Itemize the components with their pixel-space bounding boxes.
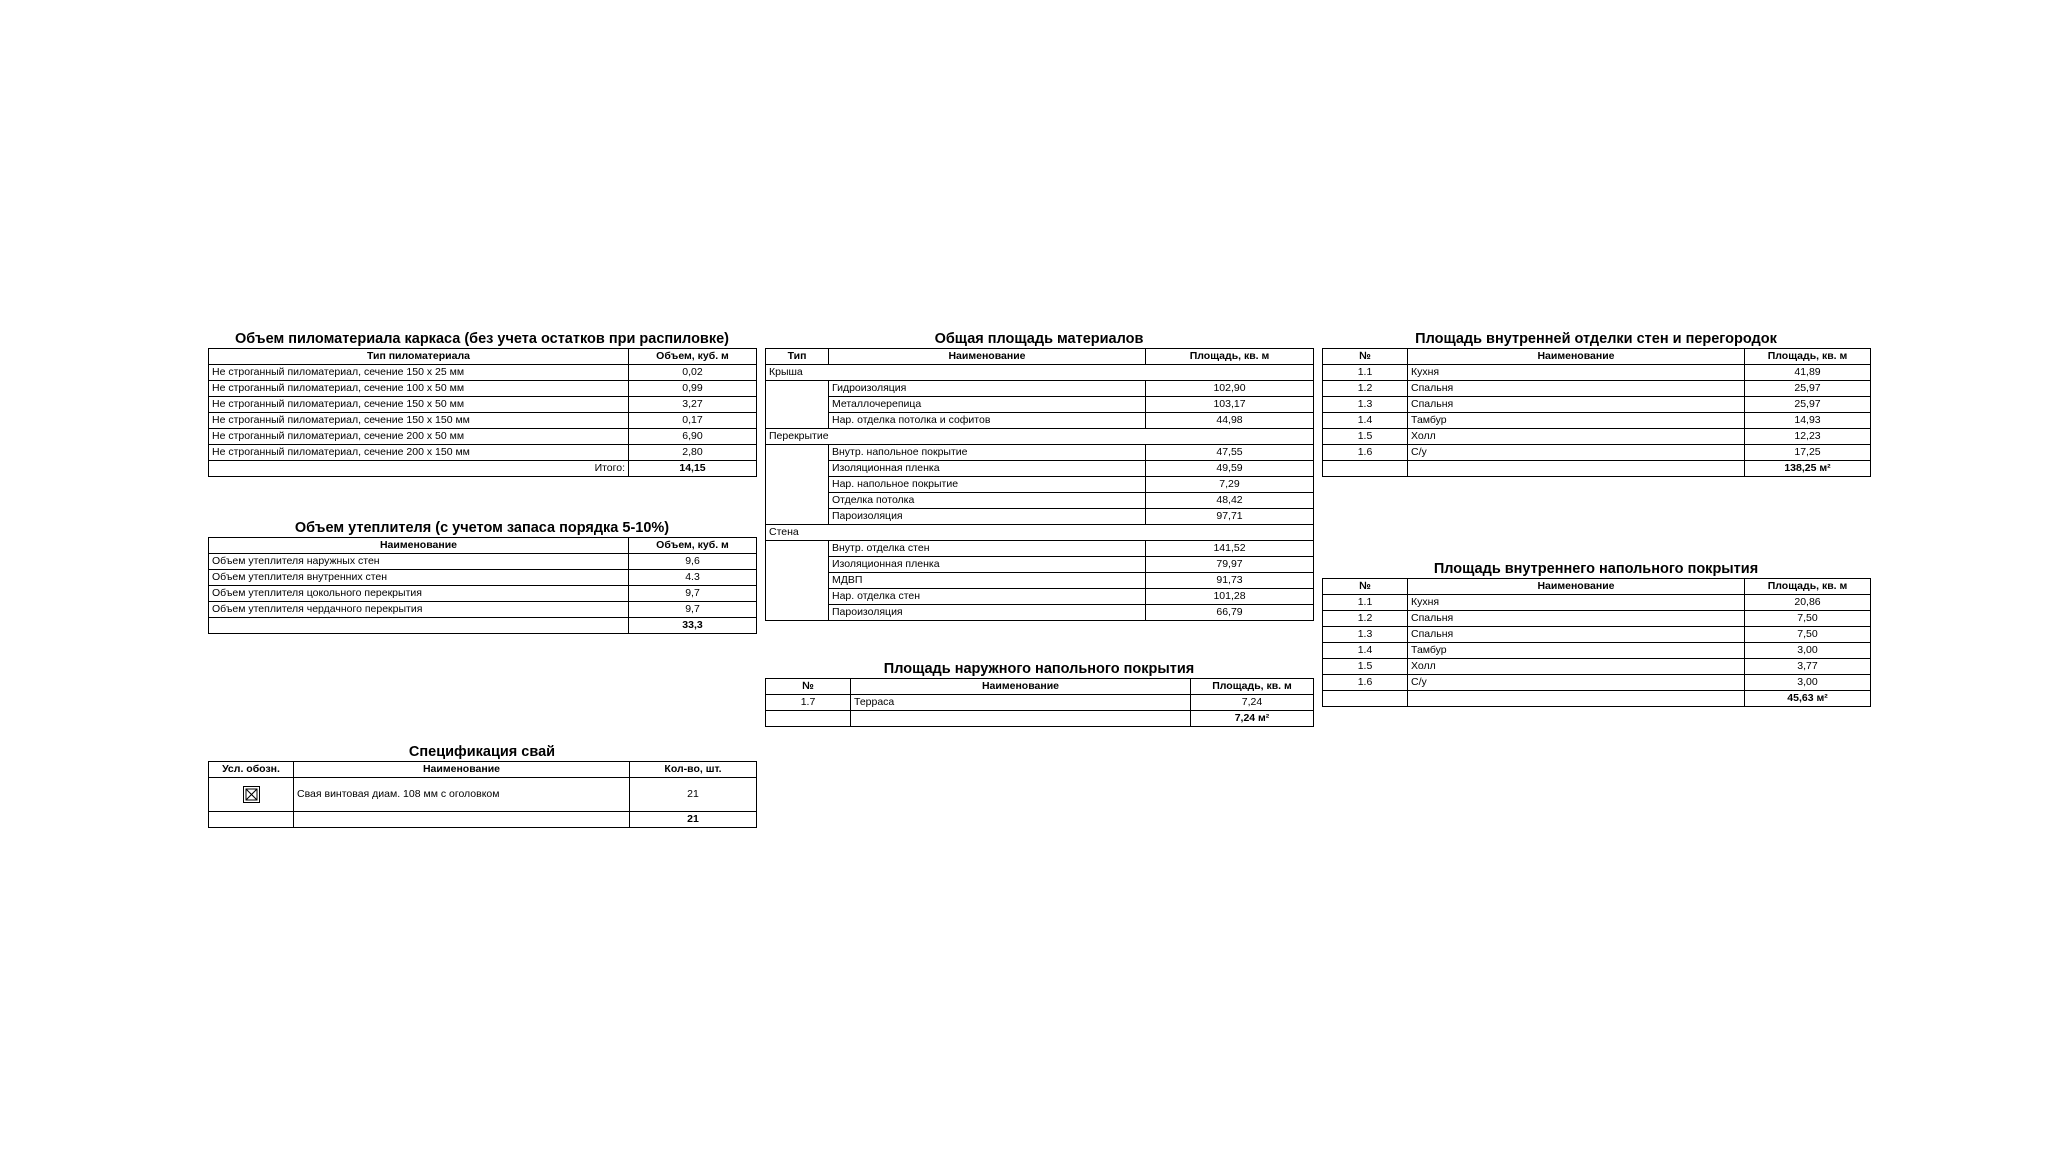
total-value: 45,63 м² [1745, 691, 1871, 707]
lumber-type-cell: Не строганный пиломатериал, сечение 200 х 50 мм [209, 429, 629, 445]
material-name-cell: Изоляционная пленка [829, 557, 1146, 573]
room-number-cell: 1.4 [1323, 643, 1408, 659]
material-area-cell: 102,90 [1146, 381, 1314, 397]
material-name-cell: Нар. отделка потолка и софитов [829, 413, 1146, 429]
room-area-cell: 20,86 [1745, 595, 1871, 611]
pile-spec-title: Спецификация свай [408, 744, 556, 760]
room-name-cell: Кухня [1408, 595, 1745, 611]
room-area-cell: 7,24 [1191, 695, 1314, 711]
room-name-cell: Кухня [1408, 365, 1745, 381]
group-spacer-cell [766, 445, 829, 525]
lumber-volume-block [208, 330, 756, 477]
material-group-label: Стена [766, 525, 1314, 541]
table-row [766, 413, 1314, 429]
room-area-cell: 14,93 [1745, 413, 1871, 429]
indoor-floor-title: Площадь внутреннего напольного покрытия [1433, 561, 1759, 577]
room-name-cell: Тамбур [1408, 413, 1745, 429]
table-row [1323, 659, 1871, 675]
material-area-cell: 49,59 [1146, 461, 1314, 477]
room-number-cell: 1.4 [1323, 413, 1408, 429]
materials-area-block [765, 330, 1313, 621]
column-header: № [766, 679, 851, 695]
group-row [766, 525, 1314, 541]
material-area-cell: 79,97 [1146, 557, 1314, 573]
room-name-cell: С/у [1408, 445, 1745, 461]
room-number-cell: 1.1 [1323, 365, 1408, 381]
table-row [766, 477, 1314, 493]
lumber-type-cell: Не строганный пиломатериал, сечение 200 х 150 мм [209, 445, 629, 461]
outdoor-floor-table [765, 678, 1314, 727]
room-area-cell: 7,50 [1745, 627, 1871, 643]
table-row [209, 381, 757, 397]
table-header-row [766, 679, 1314, 695]
pile-spec-block [208, 743, 756, 828]
lumber-volume-cell: 0,02 [629, 365, 757, 381]
room-area-cell: 17,25 [1745, 445, 1871, 461]
pile-spec-table [208, 761, 757, 828]
material-area-cell: 91,73 [1146, 573, 1314, 589]
material-name-cell: Металлочерепица [829, 397, 1146, 413]
insulation-volume-cell: 9,7 [629, 602, 757, 618]
material-name-cell: Нар. отделка стен [829, 589, 1146, 605]
insulation-volume-cell: 4.3 [629, 570, 757, 586]
material-name-cell: Пароизоляция [829, 509, 1146, 525]
total-row [209, 461, 757, 477]
room-number-cell: 1.7 [766, 695, 851, 711]
column-header: Наименование [1408, 349, 1745, 365]
material-name-cell: Нар. напольное покрытие [829, 477, 1146, 493]
table-row [209, 413, 757, 429]
column-header: Наименование [829, 349, 1146, 365]
room-area-cell: 7,50 [1745, 611, 1871, 627]
table-header-row [1323, 349, 1871, 365]
column-header: Площадь, кв. м [1191, 679, 1314, 695]
column-header: Площадь, кв. м [1146, 349, 1314, 365]
group-row [766, 365, 1314, 381]
table-header-row [209, 349, 757, 365]
table-row [1323, 365, 1871, 381]
table-row [766, 541, 1314, 557]
room-number-cell: 1.6 [1323, 445, 1408, 461]
insulation-volume-title: Объем утеплителя (с учетом запаса порядка 5-10%) [294, 520, 670, 536]
pile-name-cell: Свая винтовая диам. 108 мм с оголовком [294, 778, 630, 812]
table-row [766, 381, 1314, 397]
room-number-cell: 1.6 [1323, 675, 1408, 691]
pile-total-cell: 21 [630, 812, 757, 828]
table-header-row [1323, 579, 1871, 595]
insulation-name-cell: Объем утеплителя чердачного перекрытия [209, 602, 629, 618]
material-group-label: Перекрытие [766, 429, 1314, 445]
table-row [766, 509, 1314, 525]
indoor-floor-block [1322, 560, 1870, 707]
column-header: Наименование [851, 679, 1191, 695]
table-row [209, 365, 757, 381]
material-area-cell: 44,98 [1146, 413, 1314, 429]
table-row [1323, 643, 1871, 659]
table-row [1323, 445, 1871, 461]
table-row [1323, 627, 1871, 643]
table-header-row [209, 538, 757, 554]
table-row [766, 589, 1314, 605]
material-area-cell: 141,52 [1146, 541, 1314, 557]
material-area-cell: 47,55 [1146, 445, 1314, 461]
lumber-type-cell: Не строганный пиломатериал, сечение 150 х 25 мм [209, 365, 629, 381]
column-header: Тип [766, 349, 829, 365]
table-row [766, 445, 1314, 461]
room-name-cell: Тамбур [1408, 643, 1745, 659]
material-area-cell: 48,42 [1146, 493, 1314, 509]
lumber-volume-cell: 0,17 [629, 413, 757, 429]
lumber-volume-table [208, 348, 757, 477]
total-value: 14,15 [629, 461, 757, 477]
empty-cell [851, 711, 1191, 727]
insulation-volume-cell: 9,7 [629, 586, 757, 602]
room-number-cell: 1.5 [1323, 429, 1408, 445]
table-row [209, 602, 757, 618]
table-header-row [766, 349, 1314, 365]
room-area-cell: 25,97 [1745, 381, 1871, 397]
table-row [209, 778, 757, 812]
total-row [1323, 691, 1871, 707]
column-header: Объем, куб. м [629, 349, 757, 365]
total-row [209, 812, 757, 828]
lumber-volume-title: Объем пиломатериала каркаса (без учета остатков при распиловке) [235, 331, 729, 347]
table-row [209, 554, 757, 570]
group-spacer-cell [766, 541, 829, 621]
room-number-cell: 1.2 [1323, 381, 1408, 397]
total-value: 7,24 м² [1191, 711, 1314, 727]
table-row [209, 586, 757, 602]
table-row [209, 445, 757, 461]
total-value: 33,3 [629, 618, 757, 634]
room-name-cell: Терраса [851, 695, 1191, 711]
table-header-row [209, 762, 757, 778]
lumber-type-cell: Не строганный пиломатериал, сечение 150 х 150 мм [209, 413, 629, 429]
table-row [209, 429, 757, 445]
table-row [209, 570, 757, 586]
table-row [766, 397, 1314, 413]
material-name-cell: Отделка потолка [829, 493, 1146, 509]
insulation-name-cell: Объем утеплителя цокольного перекрытия [209, 586, 629, 602]
room-area-cell: 3,77 [1745, 659, 1871, 675]
table-row [209, 397, 757, 413]
room-area-cell: 41,89 [1745, 365, 1871, 381]
column-header: № [1323, 579, 1408, 595]
material-name-cell: Изоляционная пленка [829, 461, 1146, 477]
empty-cell [1408, 691, 1745, 707]
column-header: Наименование [209, 538, 629, 554]
empty-cell [1323, 461, 1408, 477]
room-name-cell: Холл [1408, 429, 1745, 445]
column-header: Площадь, кв. м [1745, 349, 1871, 365]
pile-symbol-cell [209, 778, 294, 812]
table-row [1323, 595, 1871, 611]
room-area-cell: 3,00 [1745, 675, 1871, 691]
material-name-cell: Внутр. отделка стен [829, 541, 1146, 557]
room-name-cell: Спальня [1408, 611, 1745, 627]
material-area-cell: 101,28 [1146, 589, 1314, 605]
table-row [1323, 413, 1871, 429]
column-header: Усл. обозн. [209, 762, 294, 778]
room-name-cell: С/у [1408, 675, 1745, 691]
lumber-volume-cell: 2,80 [629, 445, 757, 461]
insulation-volume-table [208, 537, 757, 634]
wall-finish-title: Площадь внутренней отделки стен и перегородок [1415, 331, 1777, 347]
table-row [766, 573, 1314, 589]
room-number-cell: 1.3 [1323, 397, 1408, 413]
materials-area-table [765, 348, 1314, 621]
table-row [1323, 429, 1871, 445]
room-name-cell: Холл [1408, 659, 1745, 675]
insulation-name-cell: Объем утеплителя внутренних стен [209, 570, 629, 586]
room-name-cell: Спальня [1408, 397, 1745, 413]
room-number-cell: 1.1 [1323, 595, 1408, 611]
table-row [766, 557, 1314, 573]
insulation-volume-block [208, 519, 756, 634]
table-row [766, 695, 1314, 711]
table-row [766, 493, 1314, 509]
table-row [1323, 381, 1871, 397]
wall-finish-table [1322, 348, 1871, 477]
total-row [209, 618, 757, 634]
materials-area-title: Общая площадь материалов [934, 331, 1144, 347]
empty-cell [1323, 691, 1408, 707]
room-area-cell: 12,23 [1745, 429, 1871, 445]
outdoor-floor-title: Площадь наружного напольного покрытия [883, 661, 1195, 677]
outdoor-floor-block [765, 660, 1313, 727]
table-row [1323, 611, 1871, 627]
total-value: 138,25 м² [1745, 461, 1871, 477]
lumber-volume-cell: 3,27 [629, 397, 757, 413]
material-name-cell: Гидроизоляция [829, 381, 1146, 397]
room-number-cell: 1.5 [1323, 659, 1408, 675]
material-name-cell: Внутр. напольное покрытие [829, 445, 1146, 461]
material-area-cell: 97,71 [1146, 509, 1314, 525]
indoor-floor-table [1322, 578, 1871, 707]
total-row [1323, 461, 1871, 477]
room-area-cell: 3,00 [1745, 643, 1871, 659]
empty-cell [209, 618, 629, 634]
column-header: Наименование [294, 762, 630, 778]
total-row [766, 711, 1314, 727]
insulation-name-cell: Объем утеплителя наружных стен [209, 554, 629, 570]
material-area-cell: 103,17 [1146, 397, 1314, 413]
material-area-cell: 66,79 [1146, 605, 1314, 621]
column-header: Тип пиломатериала [209, 349, 629, 365]
pile-qty-cell: 21 [630, 778, 757, 812]
room-area-cell: 25,97 [1745, 397, 1871, 413]
pile-symbol-icon [243, 786, 260, 803]
table-row [766, 605, 1314, 621]
room-name-cell: Спальня [1408, 627, 1745, 643]
room-number-cell: 1.2 [1323, 611, 1408, 627]
group-spacer-cell [766, 381, 829, 429]
empty-cell [209, 812, 294, 828]
lumber-type-cell: Не строганный пиломатериал, сечение 150 х 50 мм [209, 397, 629, 413]
total-label: Итого: [209, 461, 629, 477]
group-row [766, 429, 1314, 445]
table-row [1323, 675, 1871, 691]
table-row [766, 461, 1314, 477]
material-name-cell: Пароизоляция [829, 605, 1146, 621]
column-header: Площадь, кв. м [1745, 579, 1871, 595]
lumber-volume-cell: 0,99 [629, 381, 757, 397]
insulation-volume-cell: 9,6 [629, 554, 757, 570]
material-group-label: Крыша [766, 365, 1314, 381]
column-header: № [1323, 349, 1408, 365]
lumber-volume-cell: 6,90 [629, 429, 757, 445]
empty-cell [766, 711, 851, 727]
column-header: Наименование [1408, 579, 1745, 595]
wall-finish-block [1322, 330, 1870, 477]
room-number-cell: 1.3 [1323, 627, 1408, 643]
empty-cell [1408, 461, 1745, 477]
lumber-type-cell: Не строганный пиломатериал, сечение 100 х 50 мм [209, 381, 629, 397]
table-row [1323, 397, 1871, 413]
room-name-cell: Спальня [1408, 381, 1745, 397]
material-name-cell: МДВП [829, 573, 1146, 589]
column-header: Объем, куб. м [629, 538, 757, 554]
column-header: Кол-во, шт. [630, 762, 757, 778]
material-area-cell: 7,29 [1146, 477, 1314, 493]
empty-cell [294, 812, 630, 828]
